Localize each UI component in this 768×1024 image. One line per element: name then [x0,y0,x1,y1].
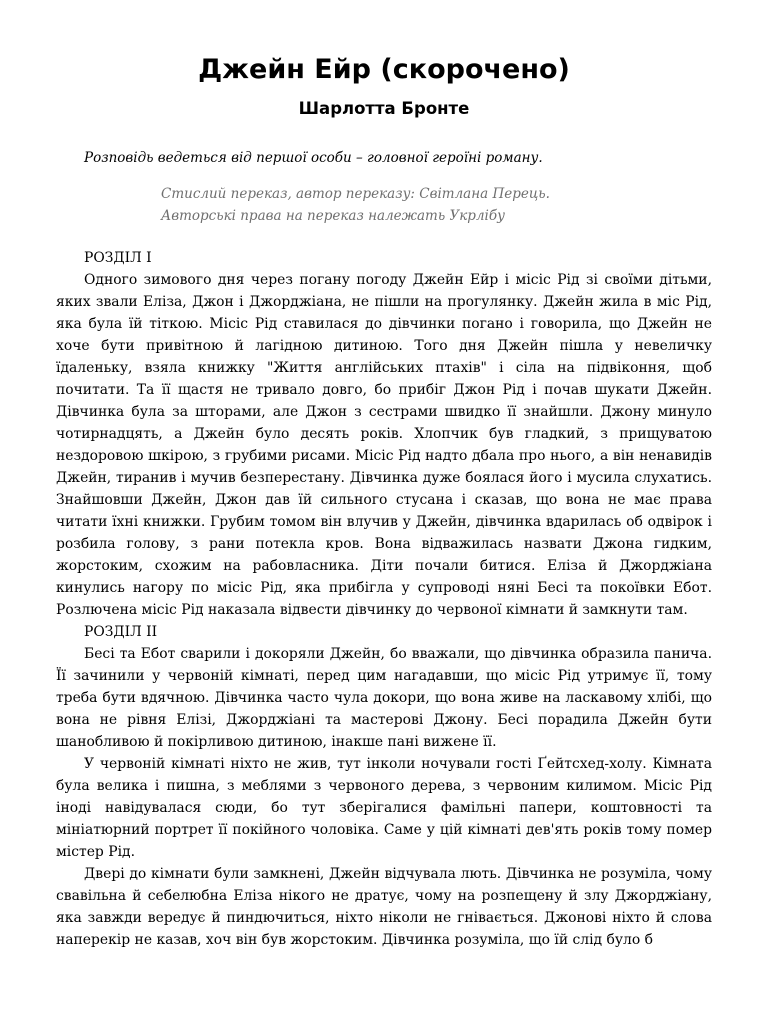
document-body [56,247,712,951]
epigraph: Розповідь ведеться від першої особи – головної героїні роману. [84,150,543,166]
paragraph: Двері до кімнати були замкнені, Джейн відчувала лють. Дівчинка не розуміла, чому свавільна й себелюбна Еліза нікого не дратує, чому на розпещену й злу Джорджіану, яка завжди вередує й пиндючиться, ніхто ніколи не гнівається. Джонові ніхто й слова наперекір не казав, хоч він був жорстоким. Дівчинка розуміла, що їй слід було б [56,866,712,948]
chapter-heading: РОЗДІЛ І [84,250,152,266]
note-line: Стислий переказ, автор переказу: Світлана Перець. [161,186,550,202]
paragraph: У червоній кімнаті ніхто не жив, тут інколи ночували гості Ґейтсхед-холу. Кімната була велика і пишна, з меблями з червоного дерева, з червоним килимом. Місіс Рід іноді навідувалася сюди, бо тут зберігалися фамільні папери, коштовності та мініатюрний портрет її покійного чоловіка. Саме у цій кімнаті дев'ять років тому помер містер Рід. [56,756,712,860]
paragraph: Одного зимового дня через погану погоду Джейн Ейр і місіс Рід зі своїми дітьми, яких звали Еліза, Джон і Джорджіана, не пішли на прогулянку. Джейн жила в міс Рід, яка була їй тіткою. Місіс Рід ставилася до дівчинки погано і говорила, що Джейн не хоче бути привітною й лагідною дитиною. Того дня Джейн пішла у невеличку їдаленьку, взяла книжку "Життя англійських птахів" і сіла на підвіконня, щоб почитати. Та її щастя не тривало довго, бо прибіг Джон Рід і почав шукати Джейн. Дівчинка була за шторами, але Джон з сестрами швидко її знайшли. Джону минуло чотирнадцять, а Джейн було десять років. Хлопчик був гладкий, з прищуватою нездоровою шкірою, з грубими рисами. Місіс Рід надто дбала про нього, а він ненавидів Джейн, тиранив і мучив безперестану. Дівчинка дуже боялася його і мусила слухатись. Знайшовши Джейн, Джон дав їй сильного стусана і сказав, що вона не має права читати їхні книжки. Грубим томом він влучив у Джейн, дівчинка вдарилась об одвірок і розбила голову, з рани потекла кров. Вона відважилась назвати Джона гидким, жорстоким, схожим на рабовласника. Діти почали битися. Еліза й Джорджіана кинулись нагору по місіс Рід, яка прибігла у супроводі няні Бесі та покоївки Ебот. Розлючена місіс Рід наказала відвести дівчинку до червоної кімнати й замкнути там. [56,272,712,618]
paragraph: Бесі та Ебот сварили і докоряли Джейн, бо вважали, що дівчинка образила панича. Її зачинили у червоній кімнаті, перед цим нагадавши, що місіс Рід утримує її, тому треба бути вдячною. Дівчинка часто чула докори, що вона живе на ласкавому хлібі, що вона не рівня Елізі, Джорджіані та мастерові Джону. Бесі порадила Джейн бути шанобливою й покірливою дитиною, інакше пані вижене її. [56,646,712,750]
note-line: Авторські права на переказ належать Укрлібу [161,208,505,224]
chapter-heading: РОЗДІЛ ІІ [84,624,158,640]
author-name: Шарлотта Бронте [298,99,470,118]
copyright-note [56,183,712,227]
page-title: Джейн Ейр (скорочено) [198,54,570,85]
